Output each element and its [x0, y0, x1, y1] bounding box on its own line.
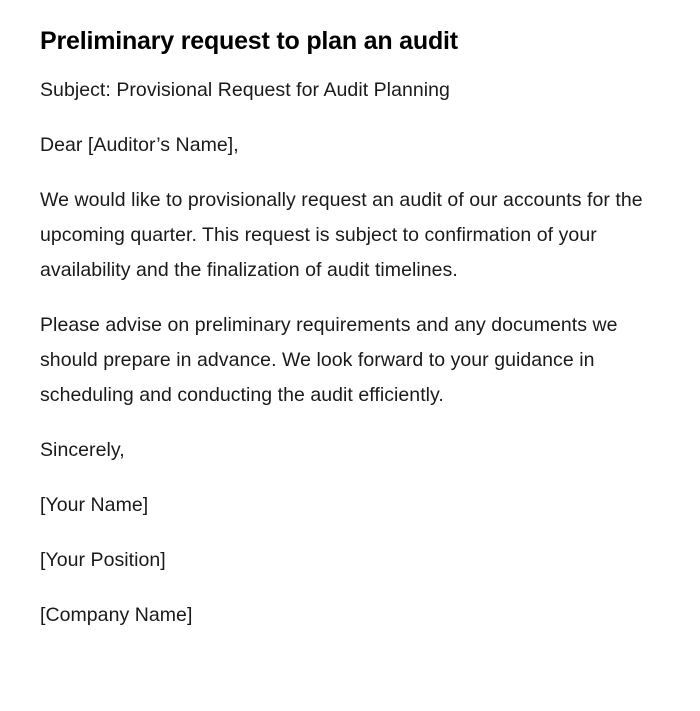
body-paragraph-2: Please advise on preliminary requirements and any documents we should prepare in advance. We look forward to your guidance in scheduling and conducting the audit efficiently.	[40, 314, 618, 406]
document-title: Preliminary request to plan an audit	[40, 27, 458, 55]
signature-name: [Your Name]	[40, 494, 149, 516]
signature-company: [Company Name]	[40, 604, 193, 626]
subject-line: Subject: Provisional Request for Audit Planning	[40, 79, 450, 101]
signature-position: [Your Position]	[40, 549, 166, 571]
salutation: Dear [Auditor’s Name],	[40, 134, 239, 156]
closing: Sincerely,	[40, 439, 125, 461]
body-paragraph-1: We would like to provisionally request an audit of our accounts for the upcoming quarter. This request is subject to confirmation of your availability and the finalization of audit timelines.	[40, 189, 643, 281]
